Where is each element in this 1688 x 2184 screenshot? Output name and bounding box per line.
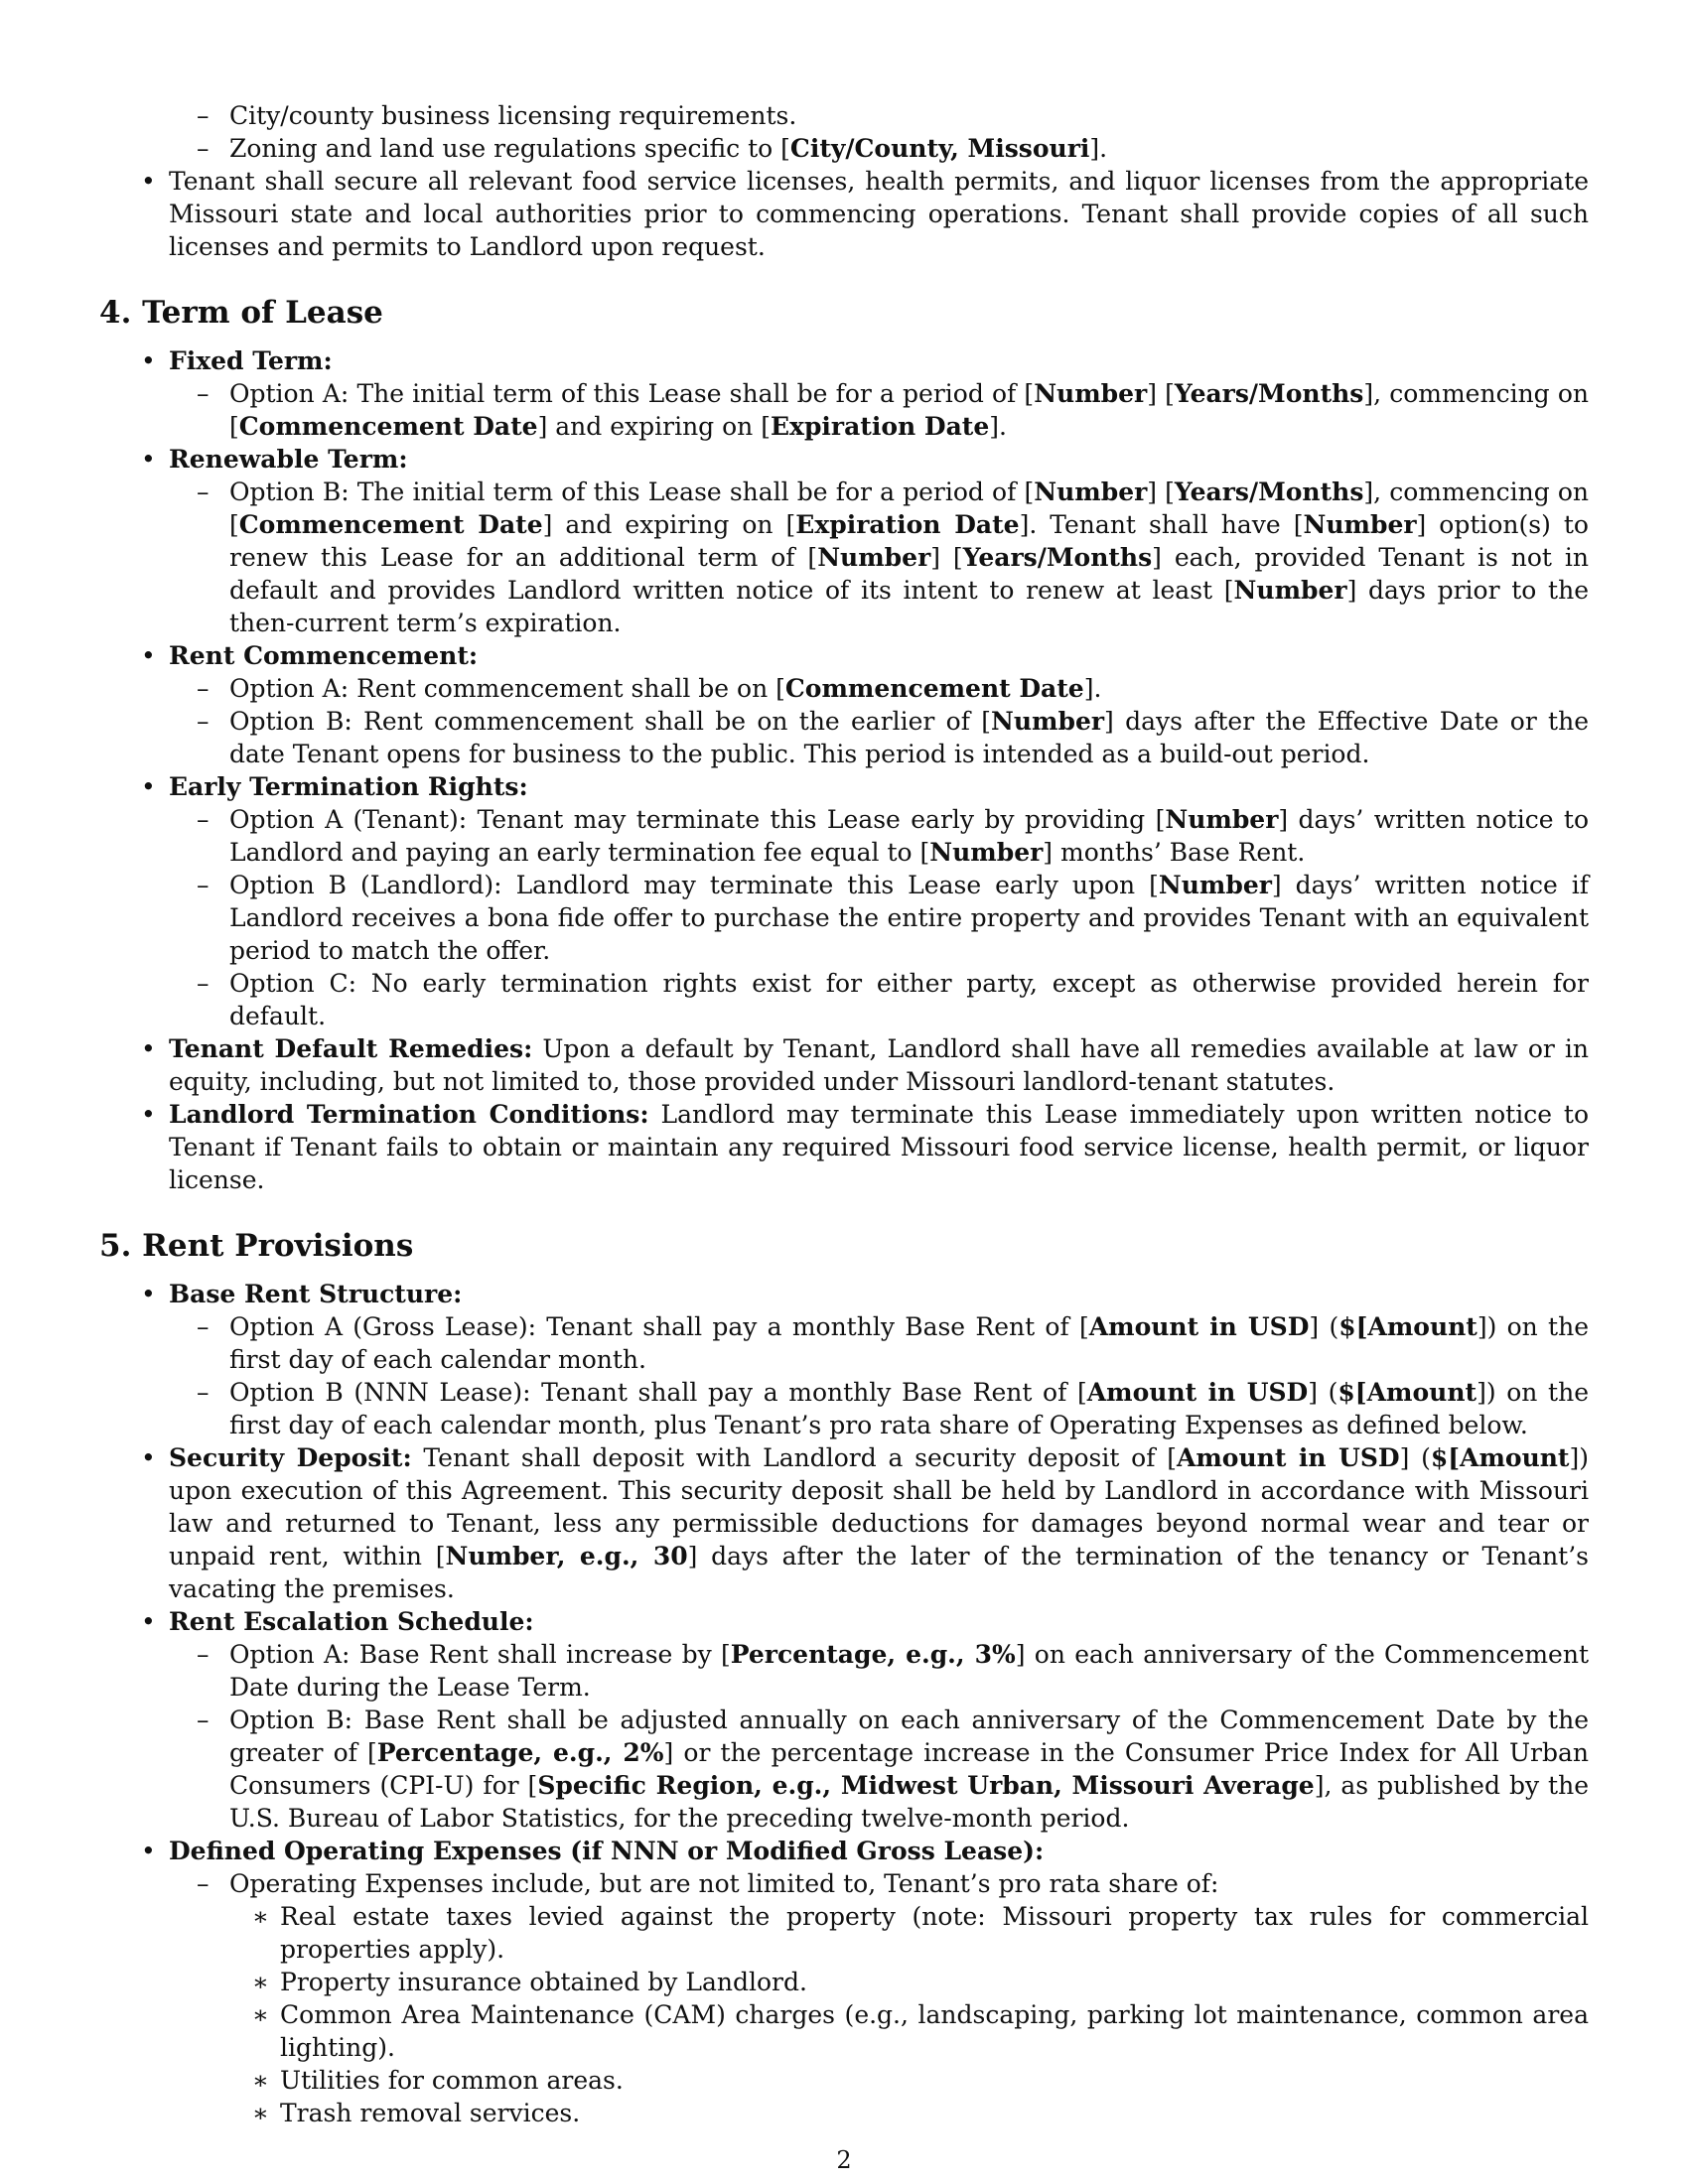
list-item: ∗ Property insurance obtained by Landlord. — [252, 1968, 807, 1996]
list-item: – Option C: No early termination rights exist for either party, except as otherwise provided herein for default. — [197, 969, 1589, 1030]
list-item: • Landlord Termination Conditions: Landlord may terminate this Lease immediately upon written notice to Tenant if Tenant fails to obtain or maintain any required Missouri food service license, health permit, or liquor license. — [141, 1100, 1589, 1194]
list-item: ∗ Trash removal services. — [252, 2099, 581, 2127]
list-item: – Option A: The initial term of this Lease shall be for a period of [Number] [Years/Months], commencing on [Commencement Date] and expiring on [Expiration Date]. — [197, 379, 1589, 441]
list-item: • Tenant shall secure all relevant food service licenses, health permits, and liquor licenses from the appropriate Missouri state and local authorities prior to commencing operations. Tenant shall provide copies of all such licenses and permits to Landlord upon request. — [141, 167, 1589, 261]
list-item: – Option A: Rent commencement shall be on [Commencement Date]. — [197, 674, 1102, 703]
bullet: • — [141, 167, 156, 196]
list-item: – Option B (NNN Lease): Tenant shall pay a monthly Base Rent of [Amount in USD] ($[Amount]) on the first day of each calendar month, plus Tenant’s pro rata share of Operating Expenses as defined below. — [197, 1378, 1589, 1439]
list-item: • Fixed Term: — [141, 346, 333, 375]
list-item: – Option B: The initial term of this Lease shall be for a period of [Number] [Years/Months], commencing on [Commencement Date] and expiring on [Expiration Date]. Tenant shall have [Number] option(s) to renew this Lease for an additional term of [Number] [Years/Months] each, provided Tenant is not in default and provides Landlord written notice of its intent to renew at least [Number] days prior to the then-current term’s expiration. — [197, 478, 1589, 637]
dash-bullet: – — [197, 134, 210, 163]
list-item: • Base Rent Structure: — [141, 1280, 463, 1308]
list-item: • Renewable Term: — [141, 445, 408, 474]
list-item: ∗ Utilities for common areas. — [252, 2066, 624, 2095]
section-heading: 5. Rent Provisions — [99, 1228, 414, 1264]
page-content — [99, 99, 1589, 2129]
list-item: • Tenant Default Remedies: Upon a default by Tenant, Landlord shall have all remedies available at law or in equity, including, but not limited to, those provided under Missouri landlord-tenant statutes. — [141, 1034, 1589, 1096]
list-item: • Rent Escalation Schedule: — [141, 1607, 534, 1636]
list-item: – Option B: Rent commencement shall be on the earlier of [Number] days after the Effective Date or the date Tenant opens for business to the public. This period is intended as a build-out period. — [197, 707, 1589, 768]
list-item: – Option A: Base Rent shall increase by [Percentage, e.g., 3%] on each anniversary of the Commencement Date during the Lease Term. — [197, 1640, 1589, 1702]
list-item: – Operating Expenses include, but are not limited to, Tenant’s pro rata share of: — [197, 1869, 1219, 1898]
list-item: – Option B (Landlord): Landlord may terminate this Lease early upon [Number] days’ written notice if Landlord receives a bona fide offer to purchase the entire property and provides Tenant with an equivalent period to match the offer. — [197, 871, 1589, 965]
list-item: ∗ Common Area Maintenance (CAM) charges (e.g., landscaping, parking lot maintenance, common area lighting). — [252, 2000, 1589, 2062]
list-item: – Option B: Base Rent shall be adjusted annually on each anniversary of the Commencement Date by the greater of [Percentage, e.g., 2%] or the percentage increase in the Consumer Price Index for All Urban Consumers (CPI-U) for [Specific Region, e.g., Midwest Urban, Missouri Average], as published by the U.S. Bureau of Labor Statistics, for the preceding twelve-month period. — [197, 1706, 1590, 1833]
list-item: – City/county business licensing requirements. — [197, 101, 797, 130]
page-number: 2 — [836, 2146, 852, 2174]
intro-list — [99, 99, 1589, 263]
list-item: • Rent Commencement: — [141, 641, 479, 670]
list-item: – Option A (Tenant): Tenant may terminate this Lease early by providing [Number] days’ written notice to Landlord and paying an early termination fee equal to [Number] months’ Base Rent. — [197, 805, 1589, 867]
list-item: • Security Deposit: Tenant shall deposit with Landlord a security deposit of [Amount in USD] ($[Amount]) upon execution of this Agreement. This security deposit shall be held by Landlord in accordance with Missouri law and returned to Tenant, less any permissible deductions for damages beyond normal wear and tear or unpaid rent, within [Number, e.g., 30] days after the later of the termination of the tenancy or Tenant’s vacating the premises. — [141, 1443, 1590, 1603]
list-item: – Zoning and land use regulations specific to [City/County, Missouri]. — [197, 134, 1108, 163]
list-item: – Option A (Gross Lease): Tenant shall pay a monthly Base Rent of [Amount in USD] ($[Amount]) on the first day of each calendar month. — [197, 1312, 1589, 1374]
section-rent-provisions — [99, 1226, 1589, 2129]
list-item: • Early Termination Rights: — [141, 772, 528, 801]
list-item: ∗ Real estate taxes levied against the property (note: Missouri property tax rules for commercial properties apply). — [252, 1902, 1589, 1964]
section-heading: 4. Term of Lease — [99, 295, 383, 331]
section-term-of-lease — [99, 293, 1589, 1196]
dash-bullet: – — [197, 101, 210, 130]
list-item: • Defined Operating Expenses (if NNN or Modified Gross Lease): — [141, 1837, 1045, 1865]
